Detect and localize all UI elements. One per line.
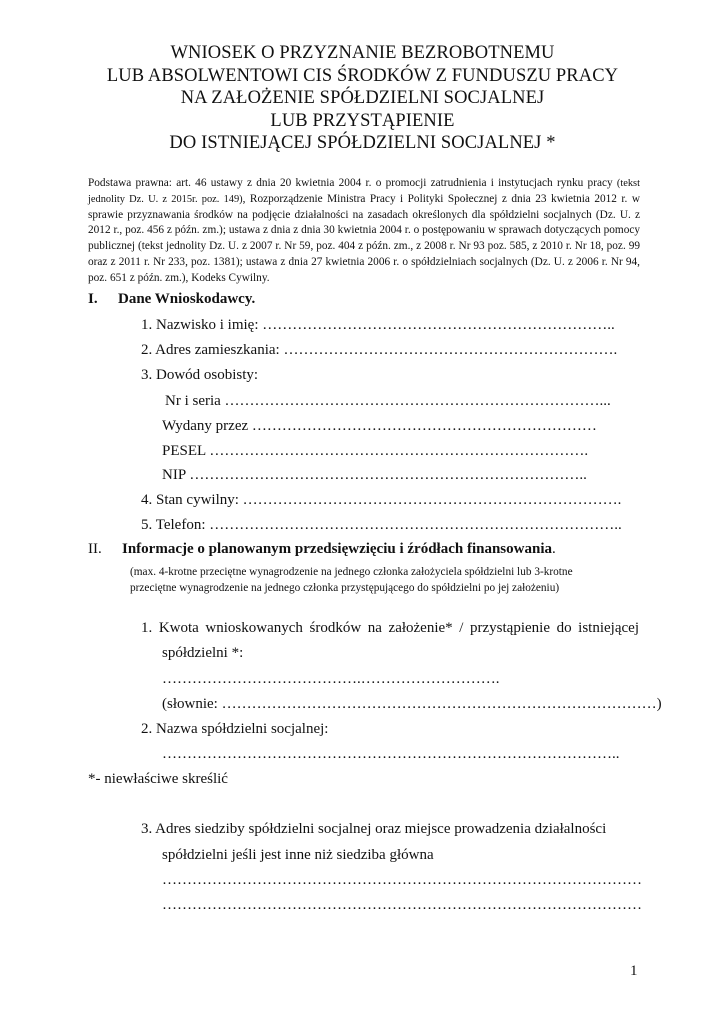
question-3-line-1: 3. Adres siedziby spółdzielni socjalnej oraz miejsce prowadzenia działalności: [141, 821, 607, 837]
field-amount-in-words[interactable]: (słownie: ……………………………………………………………………………): [162, 696, 662, 712]
field-cooperative-address-2[interactable]: ……………………………………………………………………………………: [162, 897, 642, 913]
footnote: *- niewłaściwe skreślić: [88, 771, 228, 787]
field-pesel[interactable]: PESEL ………………………………………………………………….: [162, 443, 589, 459]
title-line-3: NA ZAŁOŻENIE SPÓŁDZIELNI SOCJALNEJ: [180, 88, 545, 108]
field-id-issued-by[interactable]: Wydany przez ……………………………………………………………: [162, 418, 597, 434]
field-address[interactable]: 2. Adres zamieszkania: ………………………………………………………….: [141, 342, 618, 358]
document-title: [0, 42, 725, 155]
section-2-note: (max. 4-krotne przeciętne wynagrodzenie na jednego członka założyciela spółdzielni lub 3-krotne przeciętne wynagrodzenie na jednego członka przystępującego do spółdzielni po jej założeniu): [130, 566, 573, 594]
field-amount[interactable]: ………………………………….……………………….: [162, 671, 500, 687]
field-cooperative-name[interactable]: ………………………………………………………………………………..: [162, 746, 620, 762]
field-id-card-label: 3. Dowód osobisty:: [141, 367, 259, 383]
section-2-number: II.: [88, 541, 102, 557]
section-1-number: I.: [88, 291, 98, 307]
field-phone[interactable]: 5. Telefon: ………………………………………………………………………..: [141, 517, 622, 533]
section-2-heading-text: Informacje o planowanym przedsięwzięciu i źródłach finansowania: [122, 541, 552, 557]
title-line-2: LUB ABSOLWENTOWI CIS ŚRODKÓW Z FUNDUSZU PRACY: [106, 65, 619, 86]
field-name[interactable]: 1. Nazwisko i imię: ……………………………………………………………..: [141, 317, 615, 333]
field-cooperative-address-1[interactable]: ……………………………………………………………………………………: [162, 872, 642, 888]
legal-basis-text-cont: , Rozporządzenie Ministra Pracy i Polityki Społecznej z dnia 23 kwietnia 2012 r. w sprawie przyznawania środków na podjęcie działalności na zasadach określonych dla spółdzielni socjalnych (Dz. U. z 2012 r., poz. 456 z późn. zm.); ustawa z dnia z dnia 30 kwietnia 2004 r. o postępowaniu w sprawach dotyczących pomocy publicznej (tekst jednolity Dz. U. z 2007 r. Nr 59, poz. 404 z późn. zm., z 2008 r. Nr 93 poz. 585, z 2010 r. Nr 18, poz. 99 oraz z 2011 r. Nr 233, poz. 1381); ustawa z dnia 27 kwietnia 2006 r. o spółdzielniach socjalnych (Dz. U. z 2006 r. Nr 94, poz. 651 z późn. zm.), Kodeks Cywilny.: [88, 192, 640, 284]
section-2-heading: [122, 541, 556, 558]
question-3-line-2: spółdzielni jeśli jest inne niż siedziba główna: [162, 847, 434, 863]
question-2-label: 2. Nazwa spółdzielni socjalnej:: [141, 721, 329, 737]
question-1-line-1: 1. Kwota wnioskowanych środków na założenie* / przystąpienie do istniejącej: [141, 620, 639, 636]
field-nip[interactable]: NIP ……………………………………………………………………..: [162, 467, 587, 483]
legal-basis-text: Podstawa prawna: art. 46 ustawy z dnia 20 kwietnia 2004 r. o promocji zatrudnienia i instytucjach rynku pracy: [88, 177, 617, 189]
section-2-heading-period: .: [551, 541, 556, 557]
title-line-5: DO ISTNIEJĄCEJ SPÓŁDZIELNI SOCJALNEJ *: [169, 133, 556, 153]
field-id-number[interactable]: Nr i seria …………………………………………………………………...: [165, 393, 611, 409]
legal-basis-small-text: (tekst jednolity Dz. U. z 2015r. poz. 149): [88, 178, 640, 205]
title-line-4: LUB PRZYSTĄPIENIE: [270, 110, 455, 131]
section-1-heading: Dane Wnioskodawcy.: [118, 291, 256, 307]
question-1-line-2: spółdzielni *:: [162, 645, 244, 661]
title-line-1: WNIOSEK O PRZYZNANIE BEZROBOTNEMU: [170, 43, 555, 63]
legal-basis-paragraph: [88, 176, 640, 287]
page-number: 1: [630, 963, 638, 979]
field-marital-status[interactable]: 4. Stan cywilny: ………………………………………………………………….: [141, 492, 622, 508]
